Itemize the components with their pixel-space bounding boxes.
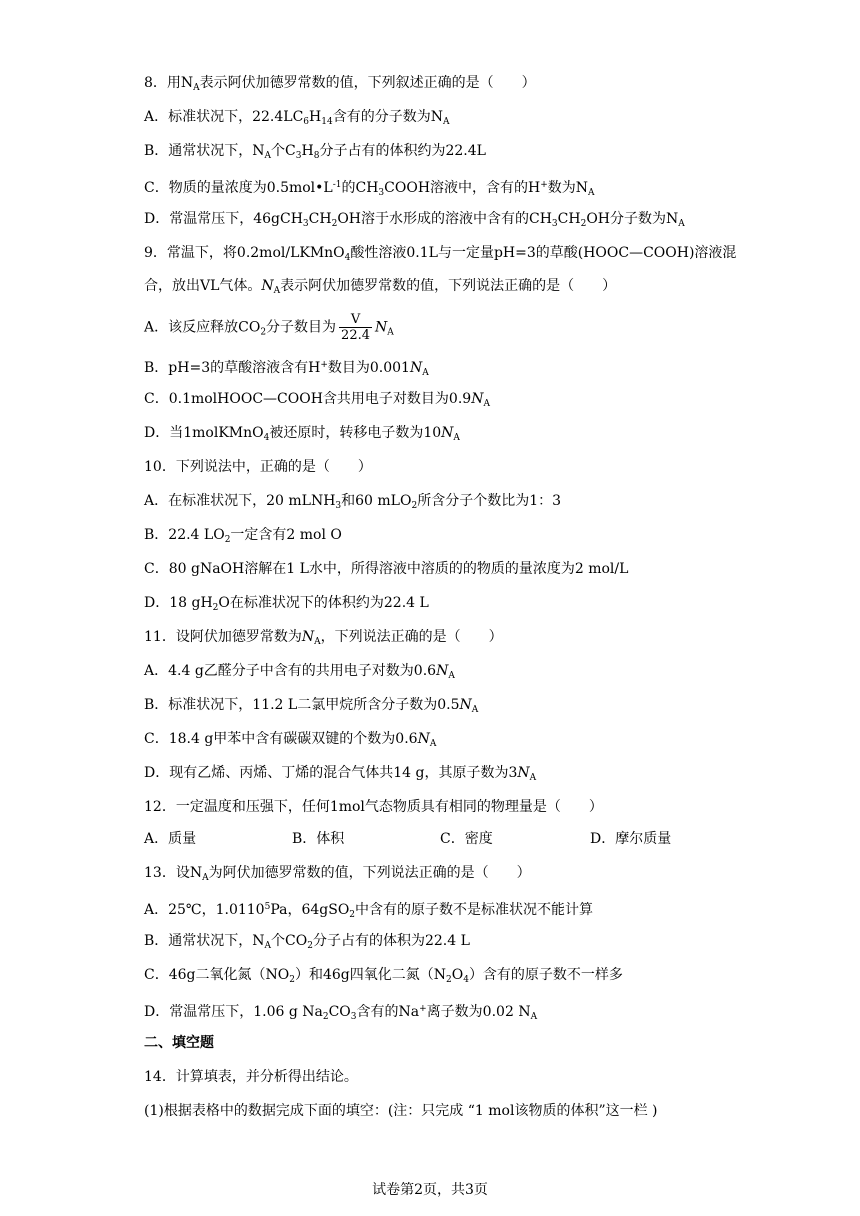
q12-options bbox=[144, 831, 671, 847]
q9-option-c: C．0.1molHOOC—COOH含共用电子对数目为$0.9N_A$ bbox=[144, 391, 490, 409]
page-footer: 试卷第2页，共3页 bbox=[372, 1182, 488, 1198]
section-heading-fill-in: 二、填空题 bbox=[144, 1035, 214, 1051]
q11-option-b: B．标准状况下，11.2 L二氯甲烷所含分子数为$0.5N_A$ bbox=[144, 697, 479, 715]
q12-option-d: D．摩尔质量 bbox=[590, 831, 672, 847]
q9-stem-line1: 9．常温下，将0.2mol/LKMnO$_4$酸性溶液0.1L与一定量pH=3的草酸(HOOC—COOH)溶液混 bbox=[144, 245, 737, 263]
q9-stem-line2: 合，放出VL气体。$N_A$表示阿伏加德罗常数的值，下列说法正确的是（ ） bbox=[144, 278, 617, 296]
q12-option-c: C．密度 bbox=[440, 831, 493, 847]
q8-option-b: B．通常状况下，$N_A$个$C_3H_8$分子占有的体积约为22.4L bbox=[144, 143, 486, 161]
q9-option-a: A．该反应释放$CO_2$分子数目为 $\frac{V}{22.4}$ $N_A$ bbox=[144, 312, 394, 343]
q10-option-d: D．18 $gH_2O$在标准状况下的体积约为22.4 L bbox=[144, 595, 429, 613]
q8-option-d: D．常温常压下，$46gCH_3CH_2OH$溶于水形成的溶液中含有的$CH_3CH_2OH$分子数为$N_A$ bbox=[144, 211, 685, 229]
q13-option-b: B．通常状况下，$N_A$个$CO_2$分子占有的体积为22.4 L bbox=[144, 933, 470, 951]
q12-stem: 12．一定温度和压强下，任何1mol气态物质具有相同的物理量是（ ） bbox=[144, 799, 603, 815]
q11-stem: 11．设阿伏加德罗常数为$N_A$，下列说法正确的是（ ） bbox=[144, 629, 503, 647]
q8-option-a: A．标准状况下，$22.4LC_6H_{14}$含有的分子数为$N_A$ bbox=[144, 109, 450, 127]
q10-option-c: C．80 gNaOH溶解在1 L水中，所得溶液中溶质的的物质的量浓度为2 mol/L bbox=[144, 561, 629, 577]
q13-stem: 13．设$N_A$为阿伏加德罗常数的值，下列说法正确的是（ ） bbox=[144, 865, 531, 883]
q11-option-d: D．现有乙烯、丙烯、丁烯的混合气体共14 g，其原子数为$3N_A$ bbox=[144, 765, 537, 783]
q8-stem: 8．用$N_A$表示阿伏加德罗常数的值，下列叙述正确的是（ ） bbox=[144, 75, 536, 93]
q11-option-a: A．4.4 g乙醛分子中含有的共用电子对数为$0.6N_A$ bbox=[144, 663, 455, 681]
q14-sub1: (1)根据表格中的数据完成下面的填空：(注：只完成 “1 mol该物质的体积”这一栏 ) bbox=[144, 1103, 658, 1119]
q13-option-c: C．46g二氧化氮$(NO_2)$和46g四氧化二氮$(N_2O_4)$含有的原子数不一样多 bbox=[144, 967, 623, 985]
q14-stem: 14．计算填表，并分析得出结论。 bbox=[144, 1069, 358, 1085]
q10-stem: 10．下列说法中，正确的是（ ） bbox=[144, 459, 372, 475]
q9-option-b: B．pH=3的草酸溶液含有H+数目为$0.001N_A$ bbox=[144, 360, 429, 378]
q9-option-d: D．当1molKMnO$_4$被还原时，转移电子数为$10N_A$ bbox=[144, 425, 460, 443]
q10-option-b: B．22.4 $LO_2$一定含有2 mol O bbox=[144, 527, 342, 545]
q8-option-c: C．物质的量浓度为$0.5mol•L^{-1}$的$CH_3COOH$溶液中，含有的H+数为$N_A$ bbox=[144, 180, 595, 198]
q13-option-d: D．常温常压下，1.06 g $Na_2CO_3$含有的Na+离子数为0.02 $N_A$ bbox=[144, 1004, 538, 1022]
q11-option-c: C．18.4 g甲苯中含有碳碳双键的个数为$0.6N_A$ bbox=[144, 731, 437, 749]
q12-option-a: A．质量 bbox=[144, 831, 197, 847]
fraction-v-over-22-4: $\frac{V}{22.4}$ bbox=[341, 312, 370, 343]
q13-option-a: A．25℃，1.0110$^5$Pa，64gSO$_2$中含有的原子数不是标准状况不能计算 bbox=[144, 902, 594, 920]
q10-option-a: A．在标准状况下，20 mLNH$_3$和60 mLO$_2$所含分子个数比为1：3 bbox=[144, 493, 562, 511]
q12-option-b: B．体积 bbox=[292, 831, 345, 847]
